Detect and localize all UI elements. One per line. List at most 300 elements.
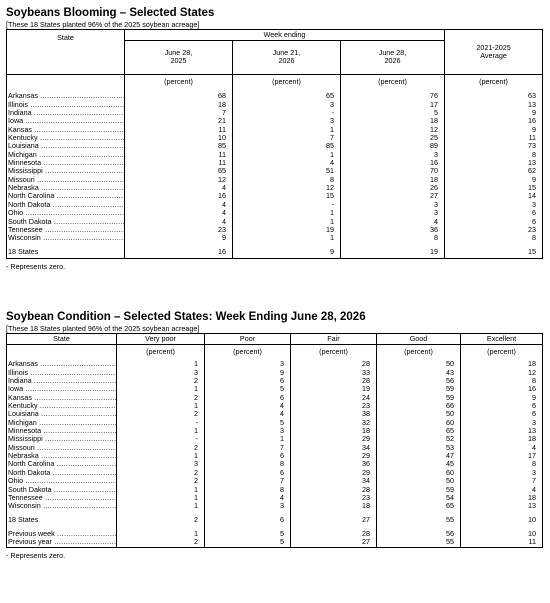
condition-value-cell: 8 bbox=[461, 460, 543, 468]
state-cell bbox=[7, 126, 125, 134]
condition-title: Soybean Condition – Selected States: Week Ending June 28, 2026 bbox=[6, 311, 366, 323]
condition-value-cell: 53 bbox=[377, 444, 461, 452]
state-cell bbox=[7, 410, 117, 418]
state-cell bbox=[7, 502, 117, 510]
blooming-row bbox=[7, 218, 543, 226]
condition-value-cell: 18 bbox=[461, 435, 543, 443]
condition-row bbox=[7, 410, 543, 418]
blooming-row bbox=[7, 101, 543, 109]
condition-value-cell: 2 bbox=[117, 410, 205, 418]
blooming-value-cell: 3 bbox=[445, 201, 543, 209]
blooming-value-cell: 18 bbox=[341, 176, 445, 184]
blooming-subtitle: [These 18 States planted 96% of the 2025 soybean acreage] bbox=[6, 20, 200, 29]
condition-value-cell: 28 bbox=[291, 377, 377, 385]
state-name: Previous week ..... bbox=[8, 530, 117, 538]
blooming-value-cell: 23 bbox=[445, 226, 543, 234]
condition-previous-week-value-cell: 10 bbox=[461, 530, 543, 538]
blooming-unit-label: (percent) bbox=[125, 78, 233, 86]
state-cell bbox=[7, 394, 117, 402]
condition-value-cell: - bbox=[117, 435, 205, 443]
state-name: Louisiana ..... bbox=[8, 410, 117, 418]
condition-row bbox=[7, 444, 543, 452]
blooming-value-cell: 8 bbox=[233, 176, 341, 184]
state-cell bbox=[7, 516, 117, 524]
condition-row bbox=[7, 360, 543, 368]
state-cell bbox=[7, 192, 125, 200]
condition-value-cell: 1 bbox=[117, 402, 205, 410]
blooming-total-value-cell: 9 bbox=[233, 248, 341, 256]
condition-value-cell: 50 bbox=[377, 360, 461, 368]
state-name: Mississippi ..... bbox=[8, 435, 117, 443]
condition-total-value-cell: 6 bbox=[205, 516, 291, 524]
state-name: Indiana ..... bbox=[8, 109, 125, 117]
state-name: South Dakota ..... bbox=[8, 486, 117, 494]
blooming-value-cell: 11 bbox=[125, 126, 233, 134]
condition-value-cell: 6 bbox=[205, 469, 291, 477]
state-name: Michigan ..... bbox=[8, 419, 117, 427]
condition-previous-week-value-cell: 5 bbox=[205, 530, 291, 538]
state-name: Arkansas ..... bbox=[8, 360, 117, 368]
condition-value-cell: 1 bbox=[117, 502, 205, 510]
condition-previous-year-value-cell: 11 bbox=[461, 538, 543, 547]
condition-value-cell: 3 bbox=[205, 502, 291, 510]
blooming-row bbox=[7, 92, 543, 100]
blooming-value-cell: 12 bbox=[341, 126, 445, 134]
condition-row bbox=[7, 460, 543, 468]
state-cell bbox=[7, 452, 117, 460]
state-cell bbox=[7, 142, 125, 150]
blooming-value-cell: 85 bbox=[233, 142, 341, 150]
blooming-spacer-cell bbox=[125, 256, 233, 259]
condition-value-cell: 32 bbox=[291, 419, 377, 427]
blooming-value-cell: 4 bbox=[125, 209, 233, 217]
condition-col-header: Very poor bbox=[117, 334, 205, 345]
state-name: North Carolina ..... bbox=[8, 460, 117, 468]
blooming-value-cell: 3 bbox=[341, 209, 445, 217]
condition-unit-blank bbox=[7, 348, 117, 356]
condition-value-cell: 43 bbox=[377, 369, 461, 377]
state-name: Michigan ..... bbox=[8, 151, 125, 159]
blooming-row bbox=[7, 176, 543, 184]
condition-value-cell: 2 bbox=[117, 377, 205, 385]
condition-value-cell: 45 bbox=[377, 460, 461, 468]
blooming-value-cell: 7 bbox=[125, 109, 233, 117]
blooming-value-cell: 12 bbox=[125, 176, 233, 184]
condition-value-cell: 1 bbox=[117, 486, 205, 494]
condition-col-header: Fair bbox=[291, 334, 377, 345]
condition-row bbox=[7, 435, 543, 443]
condition-value-cell: 3 bbox=[117, 369, 205, 377]
state-cell bbox=[7, 469, 117, 477]
condition-value-cell: 38 bbox=[291, 410, 377, 418]
state-cell bbox=[7, 109, 125, 117]
state-cell bbox=[7, 151, 125, 159]
state-cell bbox=[7, 92, 125, 100]
condition-value-cell: 59 bbox=[377, 394, 461, 402]
condition-value-cell: 4 bbox=[205, 410, 291, 418]
condition-row bbox=[7, 394, 543, 402]
blooming-value-cell: 23 bbox=[125, 226, 233, 234]
blooming-value-cell: 76 bbox=[341, 92, 445, 100]
condition-previous-week-row bbox=[7, 530, 543, 538]
condition-value-cell: 34 bbox=[291, 444, 377, 452]
blooming-value-cell: 16 bbox=[445, 117, 543, 125]
blooming-row bbox=[7, 142, 543, 150]
condition-value-cell: 4 bbox=[205, 494, 291, 502]
state-cell bbox=[7, 530, 117, 538]
blooming-value-cell: 4 bbox=[341, 218, 445, 226]
blooming-value-cell: 63 bbox=[445, 92, 543, 100]
blooming-value-cell: 5 bbox=[341, 109, 445, 117]
condition-unit-row bbox=[7, 348, 543, 356]
state-cell bbox=[7, 460, 117, 468]
condition-value-cell: 33 bbox=[291, 369, 377, 377]
state-name: Mississippi ..... bbox=[8, 167, 125, 175]
blooming-col-header-line2: Average bbox=[480, 51, 507, 60]
state-name: Kentucky ..... bbox=[8, 134, 125, 142]
blooming-value-cell: 4 bbox=[125, 218, 233, 226]
condition-previous-year-value-cell: 2 bbox=[117, 538, 205, 547]
condition-col-header: Excellent bbox=[461, 334, 543, 345]
condition-value-cell: 3 bbox=[117, 460, 205, 468]
condition-value-cell: 1 bbox=[117, 385, 205, 393]
blooming-row bbox=[7, 159, 543, 167]
blooming-value-cell: 73 bbox=[445, 142, 543, 150]
state-cell bbox=[7, 134, 125, 142]
blooming-spacer-cell bbox=[233, 256, 341, 259]
blooming-value-cell: 4 bbox=[125, 201, 233, 209]
condition-value-cell: 59 bbox=[377, 385, 461, 393]
condition-value-cell: 5 bbox=[205, 419, 291, 427]
condition-value-cell: 54 bbox=[377, 494, 461, 502]
blooming-value-cell: 70 bbox=[341, 167, 445, 175]
blooming-value-cell: 18 bbox=[125, 101, 233, 109]
condition-value-cell: 6 bbox=[205, 452, 291, 460]
blooming-row bbox=[7, 134, 543, 142]
blooming-table bbox=[6, 29, 543, 259]
state-name: Indiana ..... bbox=[8, 377, 117, 385]
state-name: Iowa ..... bbox=[8, 117, 125, 125]
condition-value-cell: 12 bbox=[461, 369, 543, 377]
blooming-value-cell: 13 bbox=[445, 101, 543, 109]
blooming-row bbox=[7, 109, 543, 117]
condition-value-cell: 9 bbox=[205, 369, 291, 377]
condition-previous-year-value-cell: 55 bbox=[377, 538, 461, 547]
state-name: Nebraska ..... bbox=[8, 452, 117, 460]
blooming-col-header-line2: 2025 bbox=[170, 56, 187, 66]
condition-row bbox=[7, 486, 543, 494]
condition-value-cell: 2 bbox=[117, 444, 205, 452]
blooming-total-row bbox=[7, 248, 543, 256]
state-cell bbox=[7, 248, 125, 256]
condition-value-cell: 4 bbox=[205, 402, 291, 410]
condition-value-cell: 19 bbox=[291, 385, 377, 393]
state-name: Ohio ..... bbox=[8, 209, 125, 217]
blooming-row bbox=[7, 167, 543, 175]
state-name: Kentucky ..... bbox=[8, 402, 117, 410]
blooming-value-cell: 14 bbox=[445, 192, 543, 200]
condition-total-row bbox=[7, 516, 543, 524]
condition-row bbox=[7, 419, 543, 427]
blooming-spacer-cell bbox=[7, 256, 125, 259]
condition-unit-label: (percent) bbox=[377, 348, 461, 356]
state-cell bbox=[7, 117, 125, 125]
blooming-value-cell: 12 bbox=[233, 184, 341, 192]
blooming-row bbox=[7, 201, 543, 209]
condition-value-cell: 18 bbox=[461, 360, 543, 368]
blooming-value-cell: 11 bbox=[125, 159, 233, 167]
blooming-value-cell: 19 bbox=[233, 226, 341, 234]
blooming-value-cell: 51 bbox=[233, 167, 341, 175]
condition-value-cell: 9 bbox=[461, 394, 543, 402]
condition-value-cell: 4 bbox=[461, 486, 543, 494]
blooming-value-cell: 16 bbox=[341, 159, 445, 167]
condition-value-cell: 34 bbox=[291, 477, 377, 485]
blooming-unit-row bbox=[7, 78, 543, 86]
state-name: Missouri ..... bbox=[8, 176, 125, 184]
blooming-value-cell: 13 bbox=[445, 159, 543, 167]
blooming-row bbox=[7, 151, 543, 159]
blooming-value-cell: 68 bbox=[125, 92, 233, 100]
blooming-unit-label: (percent) bbox=[233, 78, 341, 86]
blooming-value-cell: 8 bbox=[445, 234, 543, 242]
blooming-value-cell: 1 bbox=[233, 209, 341, 217]
blooming-total-value-cell: 19 bbox=[341, 248, 445, 256]
blooming-unit-label: (percent) bbox=[341, 78, 445, 86]
blooming-value-cell: 26 bbox=[341, 184, 445, 192]
condition-previous-year-value-cell: 27 bbox=[291, 538, 377, 547]
condition-value-cell: 2 bbox=[117, 469, 205, 477]
condition-value-cell: 8 bbox=[205, 486, 291, 494]
state-cell bbox=[7, 159, 125, 167]
state-cell bbox=[7, 234, 125, 242]
state-name: Kansas ..... bbox=[8, 126, 125, 134]
state-cell bbox=[7, 377, 117, 385]
blooming-value-cell: 15 bbox=[445, 184, 543, 192]
blooming-note: - Represents zero. bbox=[6, 261, 66, 271]
condition-col-header: Poor bbox=[205, 334, 291, 345]
condition-value-cell: 65 bbox=[377, 427, 461, 435]
condition-value-cell: 17 bbox=[461, 452, 543, 460]
blooming-value-cell: 62 bbox=[445, 167, 543, 175]
blooming-value-cell: 1 bbox=[233, 218, 341, 226]
condition-value-cell: 60 bbox=[377, 469, 461, 477]
condition-section bbox=[6, 310, 542, 560]
condition-value-cell: 28 bbox=[291, 486, 377, 494]
condition-value-cell: 3 bbox=[461, 469, 543, 477]
state-name: 18 States bbox=[8, 515, 39, 524]
condition-previous-week-value-cell: 1 bbox=[117, 530, 205, 538]
condition-row bbox=[7, 494, 543, 502]
blooming-col-header bbox=[125, 40, 233, 74]
blooming-value-cell: - bbox=[233, 109, 341, 117]
blooming-value-cell: 6 bbox=[445, 209, 543, 217]
state-name: Minnesota ..... bbox=[8, 159, 125, 167]
state-name: 18 States bbox=[8, 247, 39, 256]
condition-value-cell: 29 bbox=[291, 452, 377, 460]
state-name: North Dakota ..... bbox=[8, 469, 117, 477]
blooming-value-cell: 8 bbox=[341, 234, 445, 242]
condition-value-cell: 7 bbox=[205, 444, 291, 452]
state-name: Tennessee ..... bbox=[8, 226, 125, 234]
blooming-col-header-line1: June 28, bbox=[378, 48, 407, 58]
blooming-value-cell: 11 bbox=[125, 151, 233, 159]
blooming-row bbox=[7, 209, 543, 217]
condition-row bbox=[7, 502, 543, 510]
blooming-col-header-line2: 2026 bbox=[384, 56, 401, 66]
state-name: North Dakota ..... bbox=[8, 201, 125, 209]
blooming-value-cell: 89 bbox=[341, 142, 445, 150]
condition-value-cell: 50 bbox=[377, 477, 461, 485]
blooming-state-header: State bbox=[7, 30, 125, 75]
blooming-col-header-line1: June 28, bbox=[164, 48, 193, 58]
blooming-total-value-cell: 16 bbox=[125, 248, 233, 256]
state-cell bbox=[7, 101, 125, 109]
condition-value-cell: 1 bbox=[117, 427, 205, 435]
condition-value-cell: 24 bbox=[291, 394, 377, 402]
condition-previous-year-value-cell: 5 bbox=[205, 538, 291, 547]
state-name: Illinois ..... bbox=[8, 101, 125, 109]
condition-value-cell: 28 bbox=[291, 360, 377, 368]
blooming-row bbox=[7, 234, 543, 242]
state-cell bbox=[7, 494, 117, 502]
blooming-value-cell: 65 bbox=[125, 167, 233, 175]
state-cell bbox=[7, 209, 125, 217]
condition-value-cell: 29 bbox=[291, 469, 377, 477]
condition-value-cell: 1 bbox=[117, 494, 205, 502]
condition-row bbox=[7, 402, 543, 410]
condition-row bbox=[7, 477, 543, 485]
condition-value-cell: 5 bbox=[205, 385, 291, 393]
state-name: Iowa ..... bbox=[8, 385, 117, 393]
blooming-value-cell: - bbox=[233, 201, 341, 209]
condition-unit-label: (percent) bbox=[461, 348, 543, 356]
condition-value-cell: 56 bbox=[377, 377, 461, 385]
state-name: Previous year ..... bbox=[8, 538, 117, 546]
blooming-value-cell: 9 bbox=[125, 234, 233, 242]
blooming-unit-label: (percent) bbox=[445, 78, 543, 86]
blooming-spacer-cell bbox=[445, 256, 543, 259]
blooming-value-cell: 85 bbox=[125, 142, 233, 150]
state-cell bbox=[7, 385, 117, 393]
state-cell bbox=[7, 226, 125, 234]
condition-value-cell: 59 bbox=[377, 486, 461, 494]
blooming-value-cell: 17 bbox=[341, 101, 445, 109]
state-name: North Carolina ..... bbox=[8, 192, 125, 200]
condition-value-cell: 60 bbox=[377, 419, 461, 427]
condition-note: - Represents zero. bbox=[6, 550, 66, 560]
condition-previous-week-value-cell: 56 bbox=[377, 530, 461, 538]
blooming-section bbox=[6, 6, 542, 271]
state-cell bbox=[7, 435, 117, 443]
state-name: Wisconsin ..... bbox=[8, 234, 125, 242]
condition-value-cell: 29 bbox=[291, 435, 377, 443]
condition-unit-label: (percent) bbox=[291, 348, 377, 356]
condition-total-value-cell: 2 bbox=[117, 516, 205, 524]
state-name: Minnesota ..... bbox=[8, 427, 117, 435]
blooming-value-cell: 9 bbox=[445, 109, 543, 117]
state-cell bbox=[7, 444, 117, 452]
condition-total-value-cell: 10 bbox=[461, 516, 543, 524]
condition-previous-week-value-cell: 28 bbox=[291, 530, 377, 538]
blooming-row bbox=[7, 192, 543, 200]
blooming-value-cell: 4 bbox=[125, 184, 233, 192]
condition-value-cell: 1 bbox=[117, 452, 205, 460]
blooming-value-cell: 21 bbox=[125, 117, 233, 125]
state-cell bbox=[7, 167, 125, 175]
condition-value-cell: 3 bbox=[205, 427, 291, 435]
blooming-week-ending-header: Week ending bbox=[125, 30, 445, 41]
blooming-value-cell: 8 bbox=[445, 151, 543, 159]
condition-value-cell: 23 bbox=[291, 494, 377, 502]
state-cell bbox=[7, 369, 117, 377]
condition-value-cell: 16 bbox=[461, 385, 543, 393]
state-name: South Dakota ..... bbox=[8, 218, 125, 226]
state-name: Illinois ..... bbox=[8, 369, 117, 377]
condition-value-cell: 8 bbox=[205, 460, 291, 468]
condition-unit-label: (percent) bbox=[117, 348, 205, 356]
blooming-total-value-cell: 15 bbox=[445, 248, 543, 256]
state-cell bbox=[7, 201, 125, 209]
blooming-row bbox=[7, 117, 543, 125]
blooming-row bbox=[7, 184, 543, 192]
condition-value-cell: 13 bbox=[461, 502, 543, 510]
blooming-average-header bbox=[445, 30, 543, 75]
condition-total-value-cell: 27 bbox=[291, 516, 377, 524]
state-name: Nebraska ..... bbox=[8, 184, 125, 192]
blooming-value-cell: 27 bbox=[341, 192, 445, 200]
condition-value-cell: 23 bbox=[291, 402, 377, 410]
state-cell bbox=[7, 427, 117, 435]
condition-value-cell: 3 bbox=[205, 360, 291, 368]
blooming-value-cell: 65 bbox=[233, 92, 341, 100]
condition-value-cell: 18 bbox=[461, 494, 543, 502]
condition-value-cell: 2 bbox=[117, 477, 205, 485]
blooming-value-cell: 1 bbox=[233, 151, 341, 159]
blooming-col-header-line1: June 21, bbox=[272, 48, 301, 58]
state-name: Wisconsin ..... bbox=[8, 502, 117, 510]
blooming-value-cell: 7 bbox=[233, 134, 341, 142]
condition-previous-year-row bbox=[7, 538, 543, 547]
state-cell bbox=[7, 184, 125, 192]
blooming-row bbox=[7, 126, 543, 134]
blooming-value-cell: 6 bbox=[445, 218, 543, 226]
condition-value-cell: 6 bbox=[205, 394, 291, 402]
condition-table bbox=[6, 333, 543, 548]
condition-value-cell: 6 bbox=[461, 402, 543, 410]
condition-value-cell: 4 bbox=[461, 444, 543, 452]
blooming-col-header-line1: 2021-2025 bbox=[476, 42, 511, 52]
condition-row bbox=[7, 427, 543, 435]
state-name: Kansas ..... bbox=[8, 394, 117, 402]
condition-value-cell: 52 bbox=[377, 435, 461, 443]
blooming-spacer-row bbox=[7, 256, 543, 259]
blooming-value-cell: 18 bbox=[341, 117, 445, 125]
blooming-col-header-line2: 2026 bbox=[278, 56, 295, 66]
blooming-value-cell: 3 bbox=[233, 101, 341, 109]
state-cell bbox=[7, 538, 117, 547]
condition-col-header: Good bbox=[377, 334, 461, 345]
blooming-value-cell: 11 bbox=[445, 134, 543, 142]
condition-value-cell: 13 bbox=[461, 427, 543, 435]
state-cell bbox=[7, 402, 117, 410]
condition-value-cell: 66 bbox=[377, 402, 461, 410]
blooming-col-header bbox=[233, 40, 341, 74]
blooming-title: Soybeans Blooming – Selected States bbox=[6, 7, 215, 19]
blooming-value-cell: 4 bbox=[233, 159, 341, 167]
state-name: Missouri ..... bbox=[8, 444, 117, 452]
condition-value-cell: 8 bbox=[461, 377, 543, 385]
